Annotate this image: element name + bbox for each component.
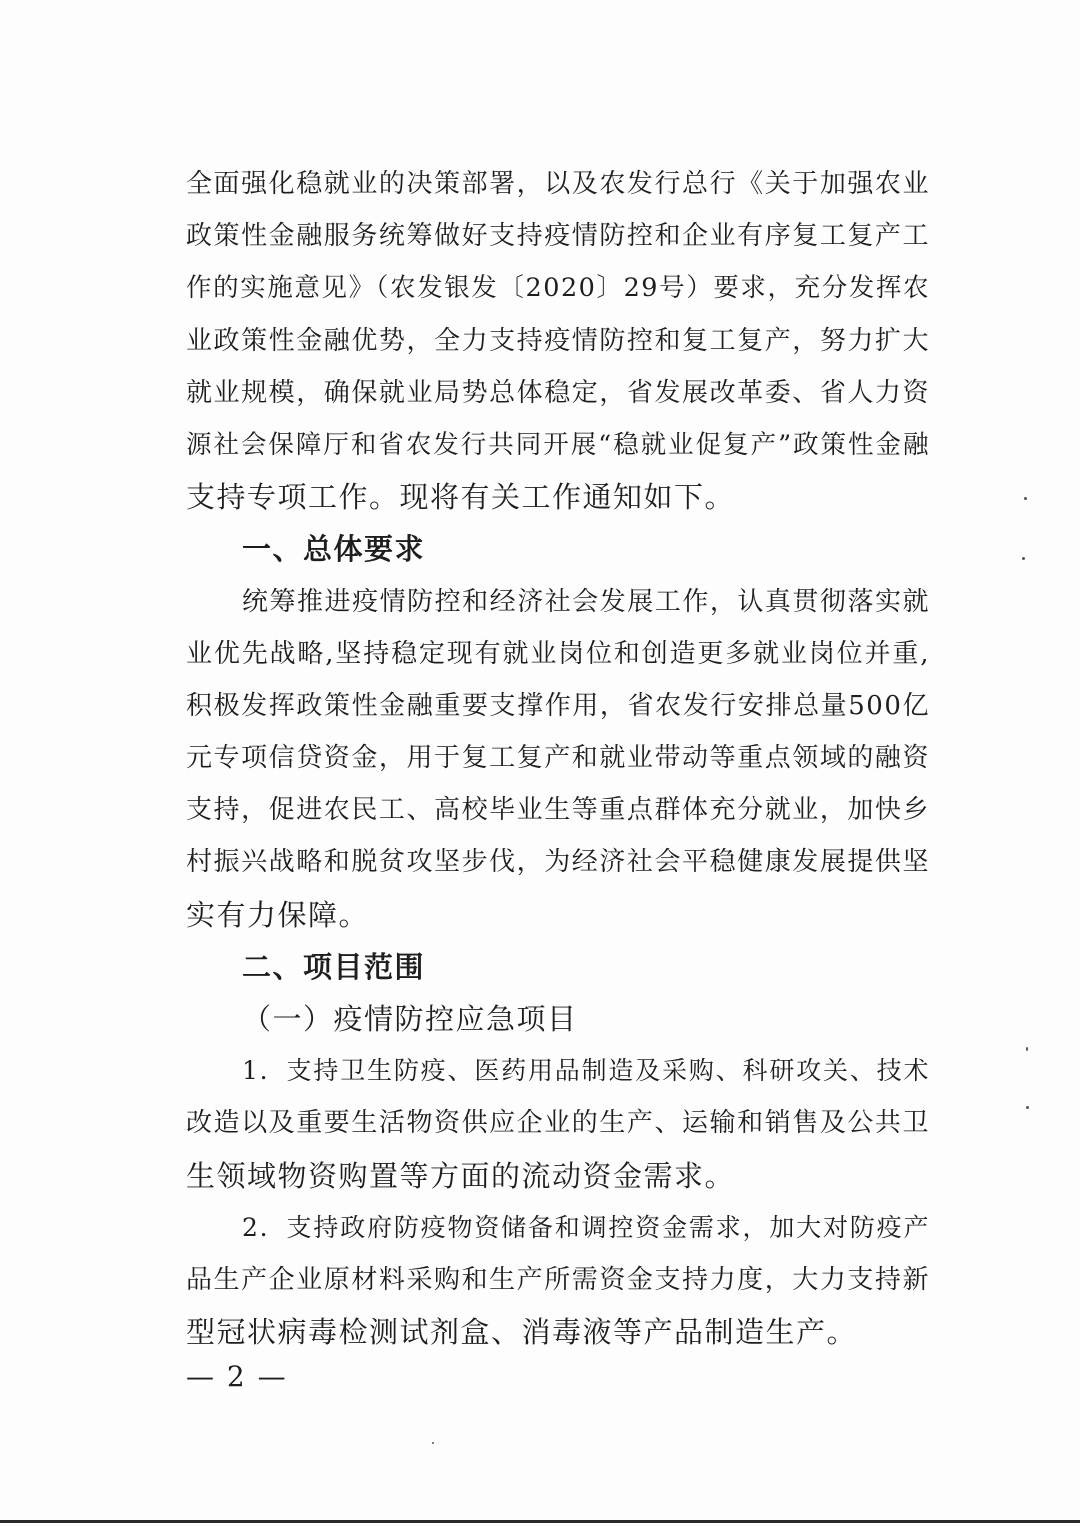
- page-number: — 2 —: [186, 1360, 288, 1393]
- scan-edge-rule: [0, 1520, 1080, 1523]
- text-line: 就业规模，确保就业局势总体稳定，省发展改革委、省人力资: [186, 377, 930, 408]
- scan-speck: [1024, 497, 1027, 500]
- text-line: 支持，促进农民工、高校毕业生等重点群体充分就业，加快乡: [186, 795, 930, 826]
- scan-speck: [1022, 557, 1025, 560]
- text-line: 生领域物资购置等方面的流动资金需求。: [186, 1158, 736, 1193]
- scan-speck: [1026, 1047, 1028, 1051]
- text-line: 村振兴战略和脱贫攻坚步伐，为经济社会平稳健康发展提供坚: [186, 847, 930, 878]
- text-line: 积极发挥政策性金融重要支撑作用，省农发行安排总量500亿: [186, 690, 930, 721]
- text-line: 作的实施意见》（农发银发〔2020〕29号）要求，充分发挥农: [186, 273, 930, 304]
- text-line: 全面强化稳就业的决策部署，以及农发行总行《关于加强农业: [186, 169, 930, 199]
- text-line: 业优先战略,坚持稳定现有就业岗位和创造更多就业岗位并重,: [186, 638, 930, 669]
- text-line: 政策性金融服务统筹做好支持疫情防控和企业有序复工复产工: [186, 221, 930, 252]
- text-line: 支持专项工作。现将有关工作通知如下。: [186, 480, 736, 515]
- text-line: 改造以及重要生活物资供应企业的生产、运输和销售及公共卫: [186, 1108, 930, 1139]
- text-line: 元专项信贷资金，用于复工复产和就业带动等重点领域的融资: [186, 743, 930, 774]
- text-line: 实有力保障。: [186, 897, 370, 932]
- subsection-heading: （一）疫情防控应急项目: [242, 1002, 578, 1036]
- scan-speck: [1026, 1106, 1029, 1109]
- text-line: 业政策性金融优势，全力支持疫情防控和复工复产，努力扩大: [186, 325, 930, 356]
- scan-speck: [432, 1442, 434, 1444]
- section-heading: 一、总体要求: [242, 532, 426, 567]
- paragraph-first-line: 统筹推进疫情防控和经济社会发展工作，认真贯彻落实就: [242, 586, 930, 617]
- document-body: [186, 158, 930, 1358]
- text-line: 品生产企业原材料采购和生产所需资金支持力度，大力支持新: [186, 1264, 930, 1295]
- text-line: 源社会保障厅和省农发行共同开展“稳就业促复产”政策性金融: [186, 429, 930, 460]
- paragraph-first-line: 2．支持政府防疫物资储备和调控资金需求，加大对防疫产: [242, 1212, 930, 1242]
- text-line: 型冠状病毒检测试剂盒、消毒液等产品制造生产。: [186, 1315, 858, 1350]
- paragraph-first-line: 1．支持卫生防疫、医药用品制造及采购、科研攻关、技术: [242, 1056, 930, 1086]
- section-heading: 二、项目范围: [242, 949, 426, 984]
